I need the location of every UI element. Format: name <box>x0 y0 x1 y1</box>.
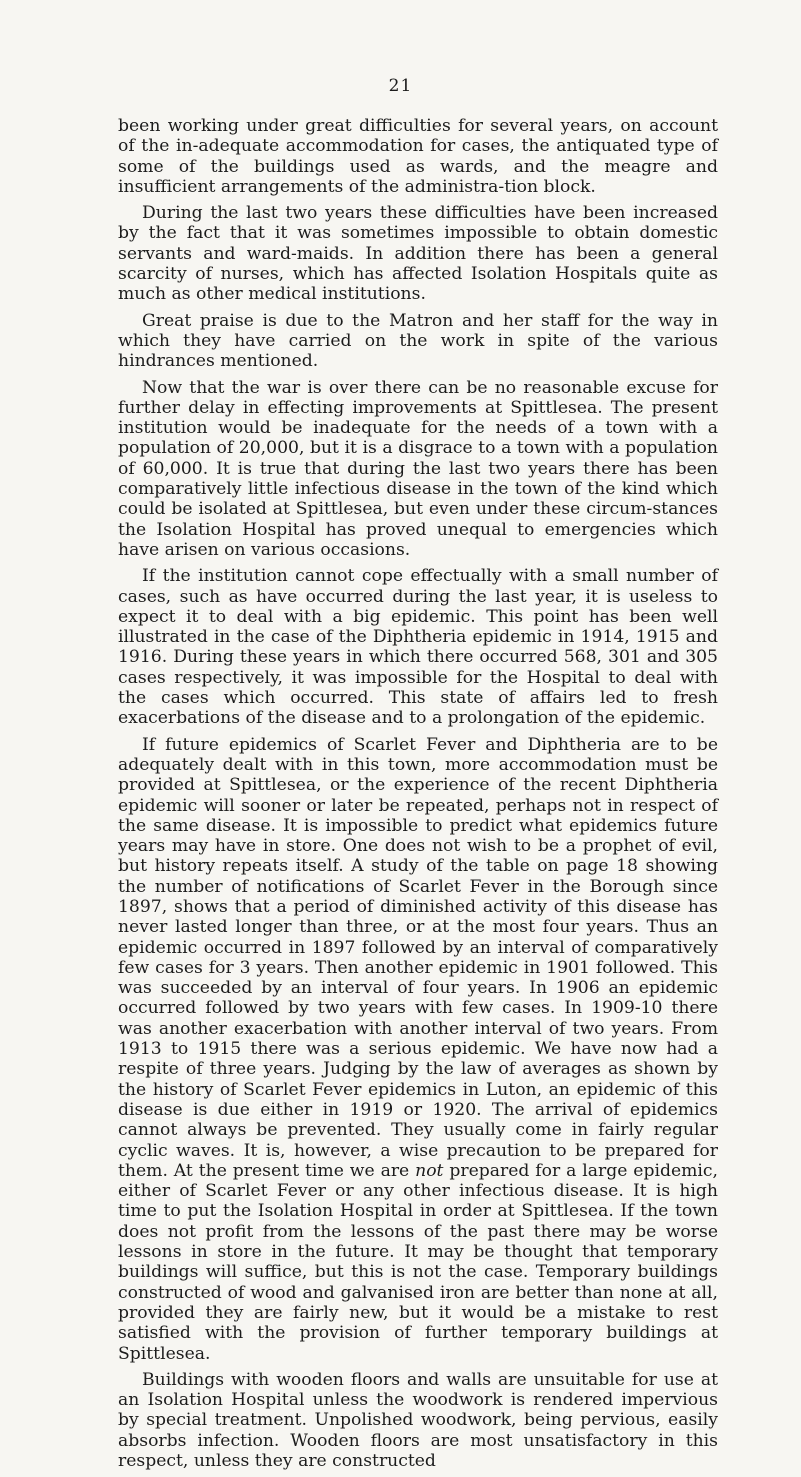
emphasis-not: not <box>415 1160 444 1181</box>
body-text <box>118 116 718 1477</box>
paragraph-matron-praise: Great praise is due to the Matron and her staff for the way in which they have carried on the work in spite of the various hindrances mentioned. <box>118 310 718 372</box>
paragraph-diphtheria-epidemic: If the institution cannot cope effectually with a small number of cases, such as have occurred during the last year, it is useless to expect it to deal with a big epidemic. This point has been well illustrated in the case of the Diphtheria epidemic in 1914, 1915 and 1916. During these years in which there occurred 568, 301 and 305 cases respectively, it was impossible for the Hospital to deal with the cases which occurred. This state of affairs led to fresh exacerbations of the disease and to a prolongation of the epidemic. <box>118 566 718 729</box>
page-number: 21 <box>388 76 413 96</box>
paragraph-future-epidemics-part1: If future epidemics of Scarlet Fever and Diphtheria are to be adequately dealt with in this town, more accommodation must be provided at Spittlesea, or the experience of the recent Diphtheria epidemic will sooner or later be repeated, perhaps not in respect of the same disease. It is impossible to predict what epidemics future years may have in store. One does not wish to be a prophet of evil, but history repeats itself. A study of the table on page 18 showing the number of notifications of Scarlet Fever in the Borough since 1897, shows that a period of diminished activity of this disease has never lasted longer than three, or at the most four years. Thus an epidemic occurred in 1897 followed by an interval of comparatively few cases for 3 years. Then another epidemic in 1901 followed. This was succeeded by an interval of four years. In 1906 an epidemic occurred followed by two years with few cases. In 1909-10 there was another exacerbation with another interval of two years. From 1913 to 1915 there was a serious epidemic. We have now had a respite of three years. Judging by the law of averages as shown by the history of Scarlet Fever epidemics in Luton, an epidemic of this disease is due either in 1919 or 1920. The arrival of epidemics cannot always be prevented. They usually come in fairly regular cyclic waves. It is, however, a wise precaution to be prepared for them. At the present time we are <box>118 734 718 1181</box>
paragraph-war-improvements: Now that the war is over there can be no reasonable excuse for further delay in effecting improvements at Spittlesea. The present institution would be inadequate for the needs of a town with a population of 20,000, but it is a disgrace to a town with a population of 60,000. It is true that during the last two years there has been comparatively little infectious disease in the town of the kind which could be isolated at Spittlesea, but even under these circum-stances the Isolation Hospital has proved unequal to emergencies which have arisen on various occasions. <box>118 377 718 560</box>
paragraph-wooden-buildings: Buildings with wooden floors and walls are unsuitable for use at an Isolation Hospital unless the woodwork is rendered impervious by special treatment. Unpolished woodwork, being pervious, easily absorbs infection. Wooden floors are most unsatisfactory in this respect, unless they are constructed <box>118 1369 718 1471</box>
paragraph-future-epidemics-part2: prepared for a large epidemic, either of Scarlet Fever or any other infectious disease. It is high time to put the Isolation Hospital in order at Spittlesea. If the town does not profit from the lessons of the past there may be worse lessons in store in the future. It may be thought that temporary buildings will suffice, but this is not the case. Temporary buildings constructed of wood and galvanised iron are better than none at all, provided they are fairly new, but it would be a mistake to rest satisfied with the provision of further temporary buildings at Spittlesea. <box>118 1160 719 1364</box>
paragraph-continuation: been working under great difficulties for several years, on account of the in-adequate accommodation for cases, the antiquated type of some of the buildings used as wards, and the meagre and insufficient arrangements of the administra-tion block. <box>118 116 718 197</box>
paragraph-difficulties: During the last two years these difficulties have been increased by the fact that it was sometimes impossible to obtain domestic servants and ward-maids. In addition there has been a general scarcity of nurses, which has affected Isolation Hospitals quite as much as other medical institutions. <box>118 203 718 305</box>
paragraph-future-epidemics <box>118 735 718 1364</box>
